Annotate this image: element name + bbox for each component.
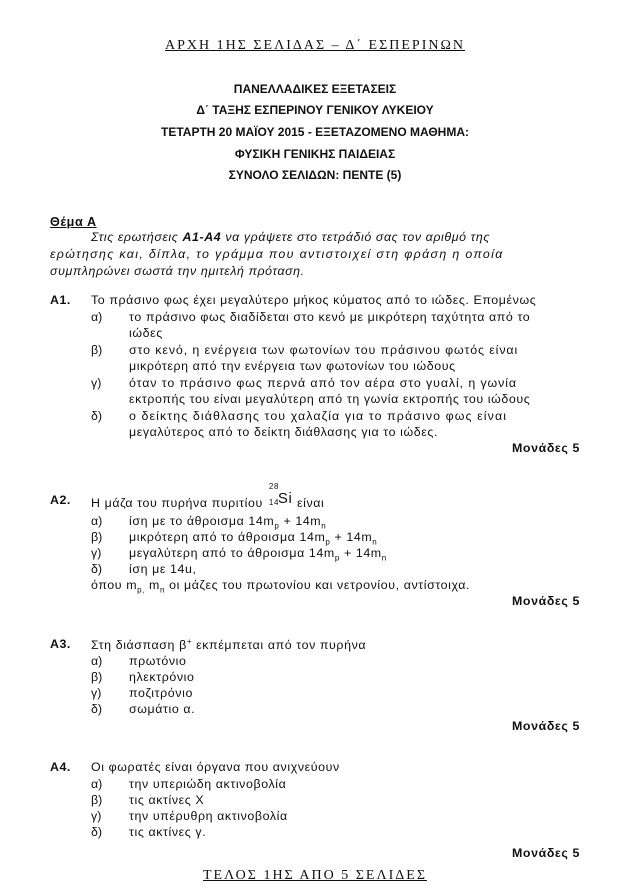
section-instructions [91, 230, 490, 244]
question-stem: Οι φωρατές είναι όργανα που ανιχνεύουν [91, 760, 340, 774]
option-text-part: ίση με το άθροισμα 14m [129, 514, 275, 528]
option-text [129, 530, 377, 546]
mass-number: 28 [268, 482, 280, 491]
option-text [129, 514, 326, 530]
option-label: δ) [91, 409, 103, 423]
note-text: m [145, 578, 160, 592]
question-number: Α2. [50, 493, 71, 507]
marks-label: Μονάδες 5 [512, 719, 580, 733]
subscript: p [334, 553, 340, 563]
option-text: εκτροπής του είναι μεγαλύτερη από τη γωνία εκτροπής του ιώδους [129, 392, 531, 406]
page-header: ΑΡΧΗ 1ΗΣ ΣΕΛΙΔΑΣ – Δ΄ ΕΣΠΕΡΙΝΩΝ [165, 38, 465, 53]
exam-title-line: ΠΑΝΕΛΛΑΔΙΚΕΣ ΕΞΕΤΑΣΕΙΣ [233, 82, 397, 96]
option-text: την υπεριώδη ακτινοβολία [129, 777, 287, 791]
option-text-part: + 14m [330, 530, 373, 544]
option-label: γ) [91, 376, 102, 390]
option-text: μικρότερη από την ενέργεια των φωτονίων του ιώδους [129, 359, 456, 373]
option-text: όταν το πράσινο φως περνά από τον αέρα στο γυαλί, η γωνία [129, 376, 517, 390]
question-stem: Το πράσινο φως έχει μεγαλύτερο μήκος κύματος από το ιώδες. Επομένως [91, 293, 537, 307]
element-symbol: Si [277, 490, 293, 507]
option-label: β) [91, 793, 103, 807]
option-text-part: μικρότερη από το άθροισμα 14m [129, 530, 326, 544]
stem-text: Στη διάσπαση β [91, 638, 187, 653]
option-text-part: + 14m [339, 546, 382, 560]
option-label: δ) [91, 825, 103, 839]
option-label: γ) [91, 686, 102, 700]
option-label: β) [91, 343, 103, 357]
option-text: τις ακτίνες Χ [129, 793, 205, 807]
instructions-text: να γράψετε στο τετράδιό σας τον αριθμό της [221, 230, 490, 244]
section-instructions-line: ερώτησης και, δίπλα, το γράμμα που αντιστοιχεί στη φράση η οποία [50, 247, 504, 261]
subscript: n [372, 537, 378, 547]
section-title: Θέμα Α [50, 215, 97, 229]
subscript: n [321, 521, 327, 531]
option-label: α) [91, 514, 103, 528]
option-text [129, 546, 387, 562]
option-label: α) [91, 310, 103, 324]
nuclide-notation [267, 482, 293, 507]
marks-label: Μονάδες 5 [512, 846, 580, 860]
option-label: δ) [91, 562, 103, 576]
option-text: σωμάτιο α. [129, 702, 196, 716]
subscript: n [159, 585, 166, 595]
question-number: Α3. [50, 637, 71, 651]
option-label: α) [91, 777, 103, 791]
option-label: β) [91, 530, 103, 544]
note-text: οι μάζες του πρωτονίου και νετρονίου, αντίστοιχα. [165, 578, 471, 592]
stem-text: Η μάζα του πυρήνα πυριτίου [91, 496, 267, 510]
option-text: ιώδες [129, 326, 163, 340]
superscript: + [186, 637, 193, 646]
question-number: Α1. [50, 293, 71, 307]
marks-label: Μονάδες 5 [512, 441, 580, 455]
option-text: πρωτόνιο [129, 654, 187, 668]
option-label: γ) [91, 809, 102, 823]
option-text: τις ακτίνες γ. [129, 825, 207, 839]
option-label: γ) [91, 546, 102, 560]
option-label: β) [91, 670, 103, 684]
question-stem [91, 482, 325, 510]
subscript: n [381, 553, 387, 563]
option-label: α) [91, 654, 103, 668]
instructions-range: Α1-Α4 [182, 230, 222, 244]
subscript: p [274, 521, 280, 531]
subscript: p [325, 537, 331, 547]
stem-text: είναι [292, 496, 325, 510]
option-text: το πράσινο φως διαδίδεται στο κενό με μικρότερη ταχύτητα από το [129, 310, 531, 324]
instructions-text: Στις ερωτήσεις [91, 230, 183, 244]
option-text: ποζιτρόνιο [129, 686, 193, 700]
question-stem [91, 637, 366, 652]
exam-title-line: ΤΕΤΑΡΤΗ 20 ΜΑΪΟΥ 2015 - ΕΞΕΤΑΖΟΜΕΝΟ ΜΑΘΗΜΑ: [161, 125, 469, 139]
exam-title-line: Δ΄ ΤΑΞΗΣ ΕΣΠΕΡΙΝΟΥ ΓΕΝΙΚΟΥ ΛΥΚΕΙΟΥ [196, 103, 434, 117]
option-text-part: μεγαλύτερη από το άθροισμα 14m [129, 546, 335, 560]
marks-label: Μονάδες 5 [512, 594, 580, 608]
option-text: την υπέρυθρη ακτινοβολία [129, 809, 288, 823]
subscript: p, [137, 585, 145, 595]
option-text: μεγαλύτερος από το δείκτη διάθλασης για το ιώδες. [129, 425, 439, 439]
atomic-number: 14 [268, 498, 280, 507]
exam-title-line: ΣΥΝΟΛΟ ΣΕΛΙΔΩΝ: ΠΕΝΤΕ (5) [228, 168, 402, 182]
option-text: ηλεκτρόνιο [129, 670, 195, 684]
page-footer: ΤΕΛΟΣ 1ΗΣ ΑΠΟ 5 ΣΕΛΙΔΕΣ [203, 868, 427, 883]
option-text: ίση με 14u, [129, 562, 197, 576]
stem-text: εκπέμπεται από τον πυρήνα [192, 638, 367, 653]
question-number: Α4. [50, 760, 71, 774]
note-text: όπου m [91, 578, 138, 592]
exam-title-line: ΦΥΣΙΚΗ ΓΕΝΙΚΗΣ ΠΑΙΔΕΙΑΣ [234, 147, 396, 161]
option-label: δ) [91, 702, 103, 716]
section-instructions-line: συμπληρώνει σωστά την ημιτελή πρόταση. [50, 264, 305, 278]
option-text: στο κενό, η ενέργεια των φωτονίων του πράσινου φωτός είναι [129, 343, 519, 357]
question-note [91, 578, 470, 594]
option-text: ο δείκτης διάθλασης του χαλαζία για το πράσινο φως είναι [129, 409, 508, 423]
option-text-part: + 14m [279, 514, 322, 528]
